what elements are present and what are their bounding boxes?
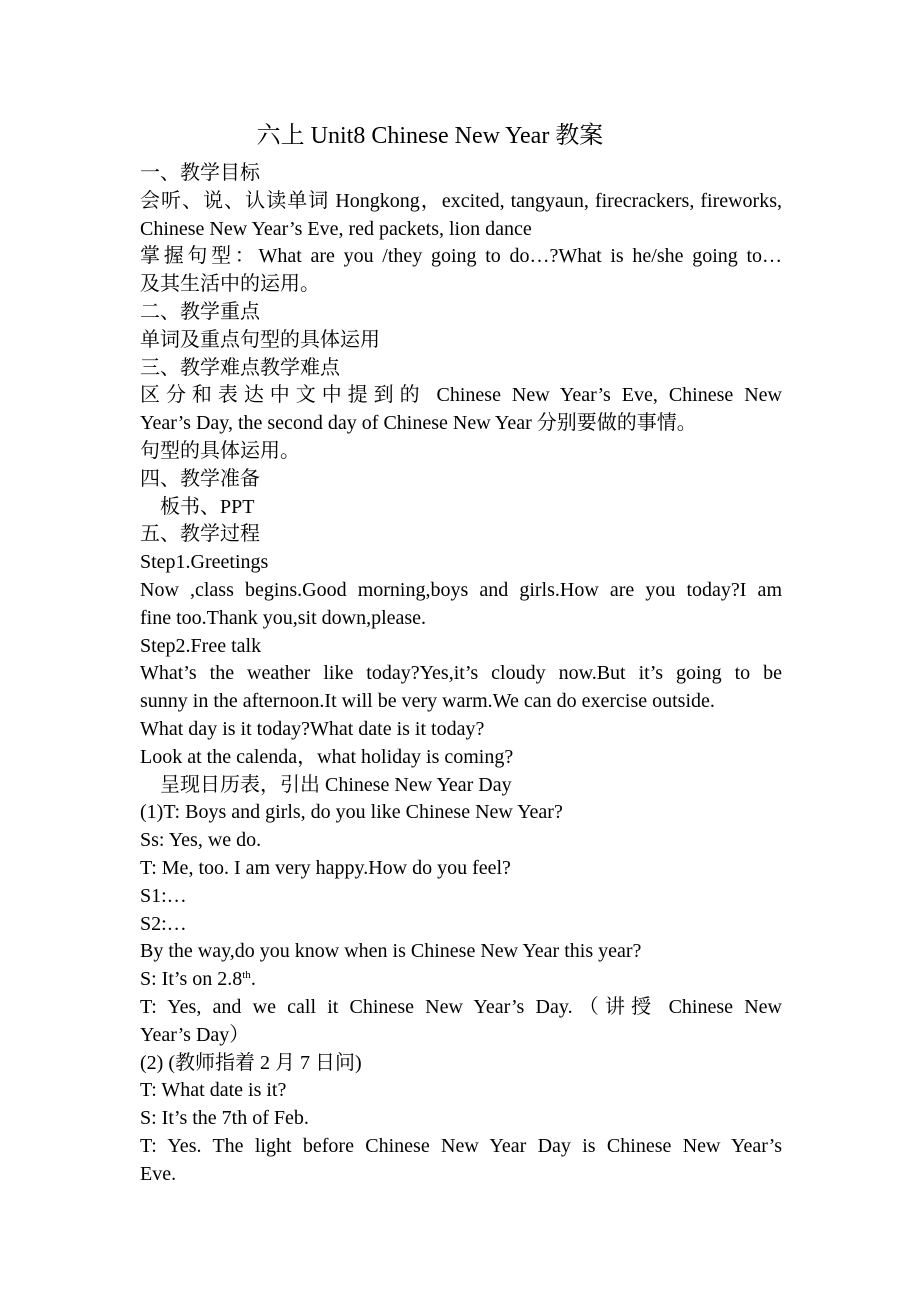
line-text: Eve.	[140, 1162, 177, 1185]
line-text: Step2.Free talk	[140, 634, 262, 657]
text-line	[140, 549, 782, 577]
line-text: 板书、PPT	[140, 495, 255, 518]
text-line	[140, 521, 782, 549]
line-text: 四、教学准备	[140, 467, 260, 490]
text-line	[140, 716, 782, 744]
text-line	[140, 883, 782, 911]
line-text: T: Yes. The light before Chinese New Year Day is Chinese New Year’s	[140, 1134, 782, 1157]
line-text: 一、教学目标	[140, 162, 260, 184]
text-line	[140, 410, 782, 438]
text-line	[140, 633, 782, 661]
line-text: S1:…	[140, 884, 187, 907]
title-text: 六上 Unit8 Chinese New Year 教案	[256, 123, 604, 149]
text-line	[140, 911, 782, 939]
line-text: 二、教学重点	[140, 300, 260, 323]
text-line	[140, 299, 782, 327]
line-text: T: Yes, and we call it Chinese New Year’s Day.（讲授 Chinese New	[140, 995, 782, 1018]
text-line	[140, 382, 782, 410]
text-line	[140, 271, 782, 299]
line-text: T: Me, too. I am very happy.How do you feel?	[140, 856, 511, 879]
line-text: 及其生活中的运用。	[140, 273, 320, 296]
text-line	[140, 744, 782, 772]
line-text: fine too.Thank you,sit down,please.	[140, 606, 427, 629]
text-line	[140, 577, 782, 605]
line-text: S: It’s the 7th of Feb.	[140, 1107, 309, 1130]
line-text: 呈现日历表，引出 Chinese New Year Day	[140, 773, 512, 796]
line-text: 句型的具体运用。	[140, 439, 300, 462]
text-line	[140, 799, 782, 827]
document-body	[140, 160, 782, 1188]
text-line	[140, 605, 782, 633]
text-line	[140, 1161, 782, 1189]
text-line	[140, 494, 782, 522]
line-text: Chinese New Year’s Eve, red packets, lion dance	[140, 217, 532, 240]
text-line	[140, 660, 782, 688]
text-line	[140, 1022, 782, 1050]
line-suffix: .	[250, 968, 256, 991]
line-text: Ss: Yes, we do.	[140, 829, 262, 852]
text-line	[140, 243, 782, 271]
text-line	[140, 827, 782, 855]
line-text: S2:…	[140, 912, 187, 935]
text-line	[140, 438, 782, 466]
text-line	[140, 772, 782, 800]
text-line	[140, 1105, 782, 1133]
line-text: 三、教学难点教学难点	[140, 356, 340, 379]
line-text: 会听、说、认读单词 Hongkong，excited, tangyaun, firecrackers, fireworks,	[140, 189, 782, 212]
line-text: 五、教学过程	[140, 523, 260, 546]
line-text: By the way,do you know when is Chinese New Year this year?	[140, 940, 642, 963]
line-text: sunny in the afternoon.It will be very warm.We can do exercise outside.	[140, 690, 715, 713]
line-text: (2) (教师指着 2 月 7 日问)	[140, 1051, 362, 1074]
text-line	[140, 1133, 782, 1161]
text-line	[140, 1050, 782, 1078]
line-text: Year’s Day）	[140, 1023, 250, 1046]
document-title	[0, 120, 860, 152]
line-text: (1)T: Boys and girls, do you like Chinese New Year?	[140, 801, 563, 824]
text-line	[140, 855, 782, 883]
text-line	[140, 327, 782, 355]
text-line	[140, 966, 782, 994]
text-line	[140, 1077, 782, 1105]
line-text: S: It’s on 2.8	[140, 968, 243, 991]
line-text: What’s the weather like today?Yes,it’s cloudy now.But it’s going to be	[140, 662, 782, 685]
text-line	[140, 688, 782, 716]
text-line	[140, 994, 782, 1022]
line-text: 区分和表达中文中提到的 Chinese New Year’s Eve, Chinese New	[140, 384, 782, 407]
line-text: Year’s Day, the second day of Chinese New Year 分别要做的事情。	[140, 412, 697, 435]
text-line	[140, 160, 782, 188]
line-text: 掌握句型：What are you /they going to do…?What is he/she going to…	[140, 245, 782, 268]
line-text: Now ,class begins.Good morning,boys and girls.How are you today?I am	[140, 578, 782, 601]
text-line	[140, 216, 782, 244]
line-text: T: What date is it?	[140, 1079, 287, 1102]
line-text: Step1.Greetings	[140, 551, 269, 574]
line-text: Look at the calenda，what holiday is coming?	[140, 745, 514, 768]
text-line	[140, 938, 782, 966]
text-line	[140, 355, 782, 383]
line-text: 单词及重点句型的具体运用	[140, 328, 380, 351]
superscript: th	[242, 969, 251, 982]
text-line	[140, 466, 782, 494]
line-text: What day is it today?What date is it today?	[140, 717, 485, 740]
text-line	[140, 188, 782, 216]
